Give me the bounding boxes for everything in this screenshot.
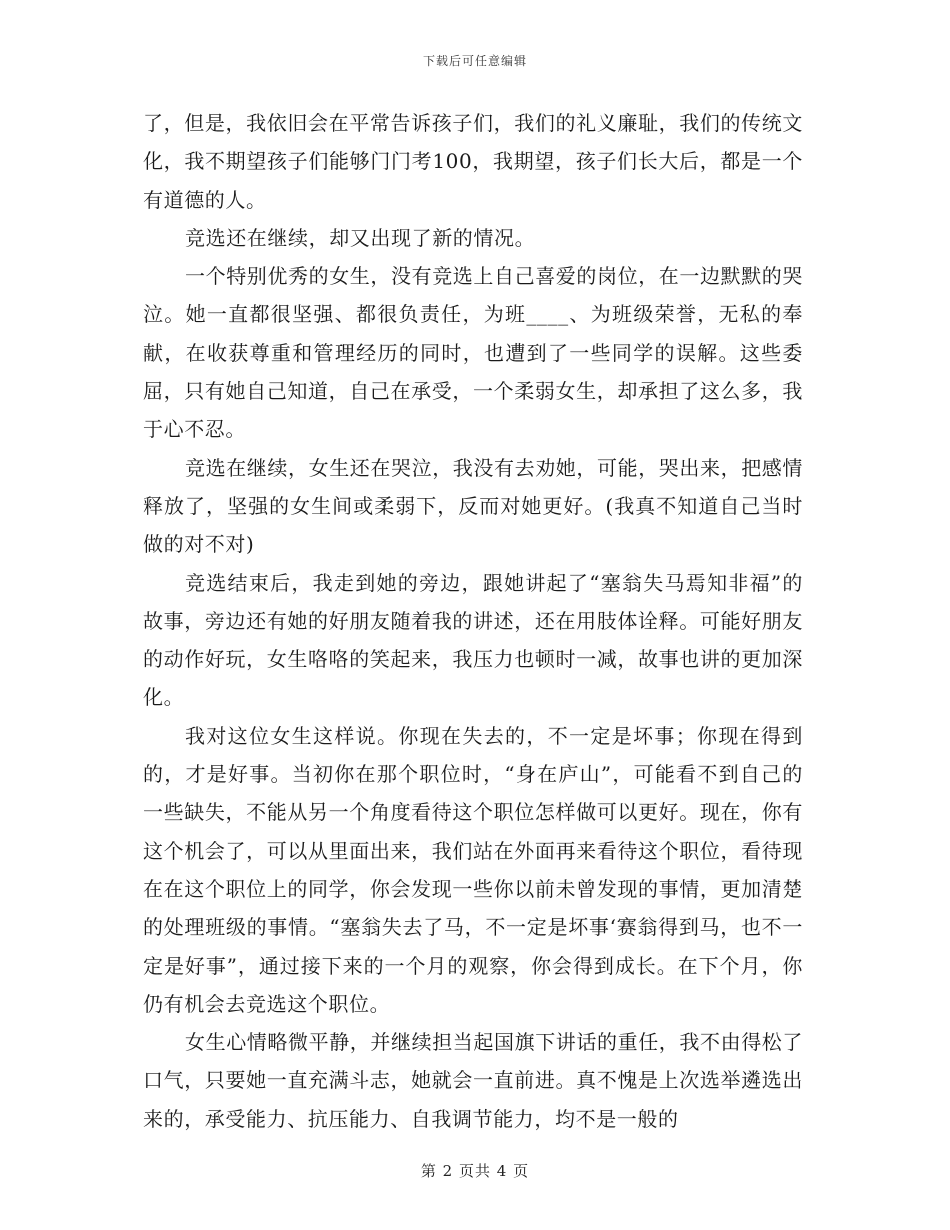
paragraph: 我对这位女生这样说。你现在失去的，不一定是坏事；你现在得到的，才是好事。当初你在那个职位时，“身在庐山”，可能看不到自己的一些缺失，不能从另一个角度看待这个职位怎样做可以更好。现在，你有这个机会了，可以从里面出来，我们站在外面再来看待这个职位，看待现在在这个职位上的同学，你会发现一些你以前未曾发现的事情，更加清楚的处理班级的事情。“塞翁失去了马，不一定是坏事‘赛翁得到马，也不一定是好事”，通过接下来的一个月的观察，你会得到成长。在下个月，你仍有机会去竞选这个职位。 [143, 723, 803, 1016]
page-number: 第 2 页共 4 页 [420, 1162, 530, 1180]
document-body [143, 104, 803, 1138]
paragraph: 女生心情略微平静，并继续担当起国旗下讲话的重任，我不由得松了口气，只要她一直充满斗志，她就会一直前进。真不愧是上次选举遴选出来的，承受能力、抗压能力、自我调节能力，均不是一般的 [143, 1030, 803, 1131]
paragraph: 竞选在继续，女生还在哭泣，我没有去劝她，可能，哭出来，把感情释放了，坚强的女生间或柔弱下，反而对她更好。(我真不知道自己当时做的对不对) [143, 455, 803, 557]
paragraph: 竞选还在继续，却又出现了新的情况。 [185, 225, 536, 250]
paragraph: 竞选结束后，我走到她的旁边，跟她讲起了“塞翁失马焉知非福”的故事，旁边还有她的好朋友随着我的讲述，还在用肢体诠释。可能好朋友的动作好玩，女生咯咯的笑起来，我压力也顿时一减，故事也讲的更加深化。 [143, 570, 803, 710]
paragraph: 一个特别优秀的女生，没有竞选上自己喜爱的岗位，在一边默默的哭泣。她一直都很坚强、都很负责任，为班____、为班级荣誉，无私的奉献，在收获尊重和管理经历的同时，也遭到了一些同学的误解。这些委屈，只有她自己知道，自己在承受，一个柔弱女生，却承担了这么多，我于心不忍。 [143, 264, 803, 442]
page-header: 下载后可任意编辑 [422, 54, 527, 68]
paragraph: 了，但是，我依旧会在平常告诉孩子们，我们的礼义廉耻，我们的传统文化，我不期望孩子们能够门门考100，我期望，孩子们长大后，都是一个有道德的人。 [143, 111, 803, 212]
